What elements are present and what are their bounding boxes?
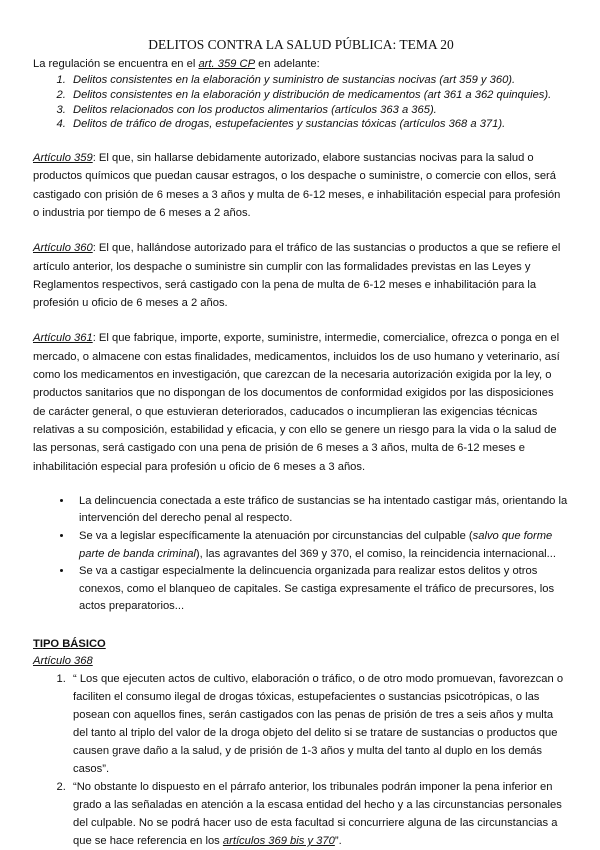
article-359 (33, 149, 569, 222)
article-text: : El que, hallándose autorizado para el tráfico de las sustancias o productos a que se refiere el artículo anterior, los despache o suministre sin cumplir con las formalidades previstas en las Leyes y Reglamentos respectivos, será castigado con la pena de multa de 6-12 meses e inhabilitación para la profesión u oficio de 6 meses a 2 años. (33, 242, 561, 310)
intro-list (33, 73, 569, 132)
document-title: DELITOS CONTRA LA SALUD PÚBLICA: TEMA 20 (148, 37, 454, 52)
list-item: 1. “ Los que ejecuten actos de cultivo, elaboración o tráfico, o de otro modo promuevan, favorezcan o faciliten el consumo ilegal de drogas tóxicas, estupefacientes o sustancias psicotrópicas, o las posean con aquellos fines, serán castigados con las penas de prisión de tres a seis años y multa del tanto al triplo del valor de la droga objeto del delito si se tratare de sustancias o productos que causen grave daño a la salud, y de prisión de 1-3 años y multa del tanto al duplo en los demás casos”. (69, 670, 569, 778)
intro-link[interactable]: art. 359 CP (198, 58, 256, 70)
bullet-item: • La delincuencia conectada a este tráfico de sustancias se ha intentado castigar más, orientando la intervención del derecho penal al respecto. (73, 493, 569, 528)
articles-link[interactable]: artículos 369 bis y 370 (222, 835, 335, 848)
article-361 (33, 329, 569, 475)
article-label: Artículo 360 (33, 242, 93, 255)
intro-text: La regulación se encuentra en el (33, 58, 199, 70)
list-item: 1. Delitos consistentes en la elaboración y suministro de sustancias nocivas (art 359 y 360). (69, 73, 569, 88)
list-item: 2. Delitos consistentes en la elaboración y distribución de medicamentos (art 361 a 362 quinquies). (69, 88, 569, 103)
list-item: 3. Delitos relacionados con los productos alimentarios (artículos 363 a 365). (69, 103, 569, 118)
item-text: “No obstante lo dispuesto en el párrafo anterior, los tribunales podrán imponer la pena inferior en grado a las señaladas en atención a la escasa entidad del hecho y a las circunstancias personales del culpable. No se podrá hacer uso de esta facultad si concurriere alguna de las circunstancias a que se hace referencia en los (73, 781, 562, 848)
intro-paragraph (33, 55, 569, 73)
document-page (33, 36, 569, 850)
bullet-text: Se va a legislar específicamente la atenuación por circunstancias del culpable ( (79, 530, 473, 543)
section-heading: TIPO BÁSICO (33, 638, 106, 651)
bullet-text-after: ), las agravantes del 369 y 370, el comiso, la reincidencia internacional... (195, 547, 556, 560)
article-label: Artículo 361 (33, 332, 93, 345)
list-item: 4. Delitos de tráfico de drogas, estupefacientes y sustancias tóxicas (artículos 368 a 371). (69, 117, 569, 132)
section-article: Artículo 368 (33, 655, 93, 668)
article-text: : El que fabrique, importe, exporte, suministre, intermedie, comercialice, ofrezca o ponga en el mercado, o almacene con estas finalidades, medicamentos, incluidos los de uso humano y veterinario, así como los medicamentos en investigación, que carezcan de la necesaria autorización exigida por la ley, o productos sanitarios que no dispongan de los documentos de conformidad exigidos por las disposiciones de carácter general, o que estuvieran deteriorados, caducados o incumplieran las exigencias técnicas relativas a su composición, estabilidad y eficacia, y con ello se genere un riesgo para la vida o la salud de las personas, será castigado con una pena de prisión de 6 meses a 3 años, multa de 6-12 meses e inhabilitación especial para profesión u oficio de 6 meses a 3 años. (33, 332, 560, 473)
bullet-list (33, 493, 569, 616)
list-item (69, 778, 569, 850)
bullet-item (73, 528, 569, 563)
item-text-after: ”. (334, 835, 342, 848)
article-label: Artículo 359 (33, 152, 93, 165)
intro-text-after: en adelante: (255, 58, 320, 70)
bullet-item: • Se va a castigar especialmente la delincuencia organizada para realizar estos delitos y otros conexos, como el blanqueo de capitales. Se castiga expresamente el tráfico de precursores, los actos preparatorios... (73, 563, 569, 616)
article-368-list (33, 670, 569, 850)
bullet-italic: salvo que forme parte de banda criminal (79, 530, 553, 560)
article-360 (33, 239, 569, 312)
article-text: : El que, sin hallarse debidamente autorizado, elabore sustancias nocivas para la salud o productos químicos que puedan causar estragos, o los despache o suministre, o comercie con ellos, será castigado con prisión de 6 meses a 3 años y multa de 6-12 meses, e inhabilitación especial para profesión o industria por tiempo de 6 meses a 2 años. (33, 152, 561, 219)
